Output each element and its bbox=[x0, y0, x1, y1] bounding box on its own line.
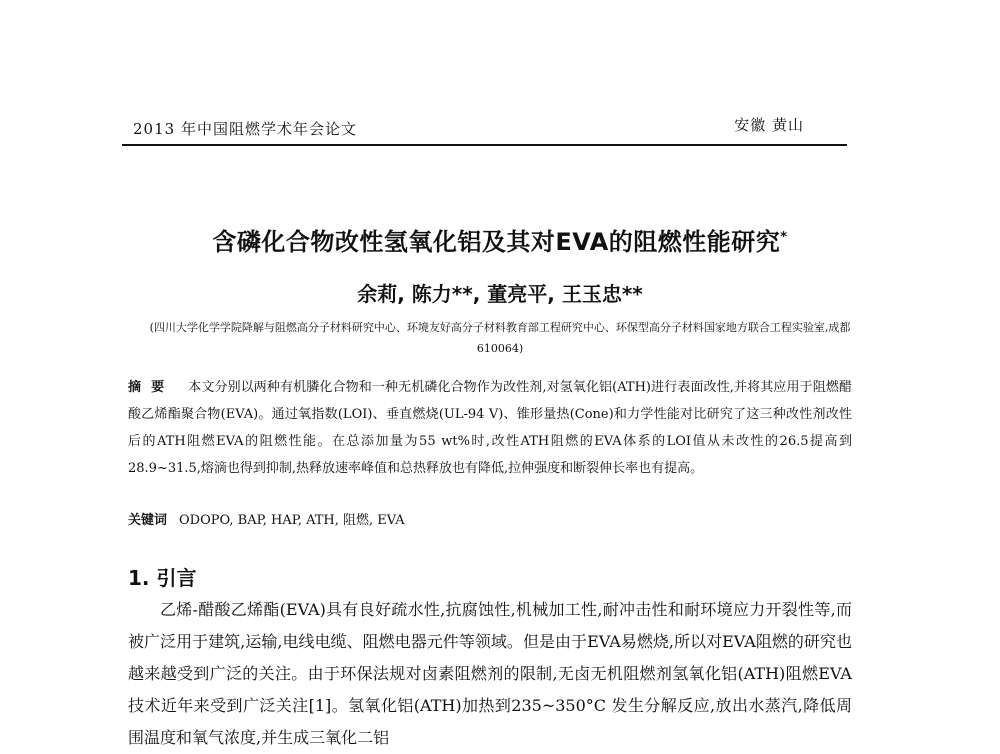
author-list: 余莉, 陈力**, 董亮平, 王玉忠** bbox=[357, 282, 643, 306]
header-rule bbox=[122, 144, 847, 146]
abstract bbox=[128, 374, 852, 482]
running-head-conference: 2013 年中国阻燃学术年会论文 bbox=[133, 120, 357, 138]
running-head bbox=[133, 118, 804, 144]
paper-title bbox=[120, 222, 880, 257]
running-head-location: 安徽 黄山 bbox=[734, 116, 804, 134]
abstract-label: 摘要 bbox=[128, 380, 175, 395]
section-heading: 1. 引言 bbox=[128, 566, 197, 590]
title-footnote-mark: * bbox=[780, 230, 788, 245]
section-body-text: 乙烯-醋酸乙烯酯(EVA)具有良好疏水性,抗腐蚀性,机械加工性,耐冲击性和耐环境应力开裂性等,而被广泛用于建筑,运输,电线电缆、阻燃电器元件等领域。但是由于EVA易燃烧,所以对EVA阻燃的研究也越来越受到广泛的关注。由于环保法规对卤素阻燃剂的限制,无卤无机阻燃剂氢氧化铝(ATH)阻燃EVA技术近年来受到广泛关注[1]。氢氧化铝(ATH)加热到235~350°C 发生分解反应,放出水蒸汽,降低周围温度和氧气浓度,并生成三氧化二铝 bbox=[128, 600, 852, 747]
paper-title-text: 含磷化合物改性氢氧化铝及其对EVA的阻燃性能研究 bbox=[212, 228, 781, 256]
keywords-label: 关键词 bbox=[128, 513, 168, 528]
keywords bbox=[128, 510, 852, 532]
abstract-text: 本文分别以两种有机膦化合物和一种无机磷化合物作为改性剂,对氢氧化铝(ATH)进行表面改性,并将其应用于阻燃醋酸乙烯酯聚合物(EVA)。通过氧指数(LOI)、垂直燃烧(UL-94 V)、锥形量热(Cone)和力学性能对比研究了这三种改性剂改性后的ATH阻燃EVA的阻燃性能。在总添加量为55 wt%时,改性ATH阻燃的EVA体系的LOI值从未改性的26.5提高到28.9~31.5,熔滴也得到抑制,热释放速率峰值和总热释放也有降低,拉伸强度和断裂伸长率也有提高。 bbox=[128, 380, 852, 476]
keywords-text: ODOPO, BAP, HAP, ATH, 阻燃, EVA bbox=[179, 513, 405, 528]
affiliation: (四川大学化学学院降解与阻燃高分子材料研究中心、环境友好高分子材料教育部工程研究中心、环保型高分子材料国家地方联合工程实验室,成都 610064) bbox=[149, 321, 851, 355]
